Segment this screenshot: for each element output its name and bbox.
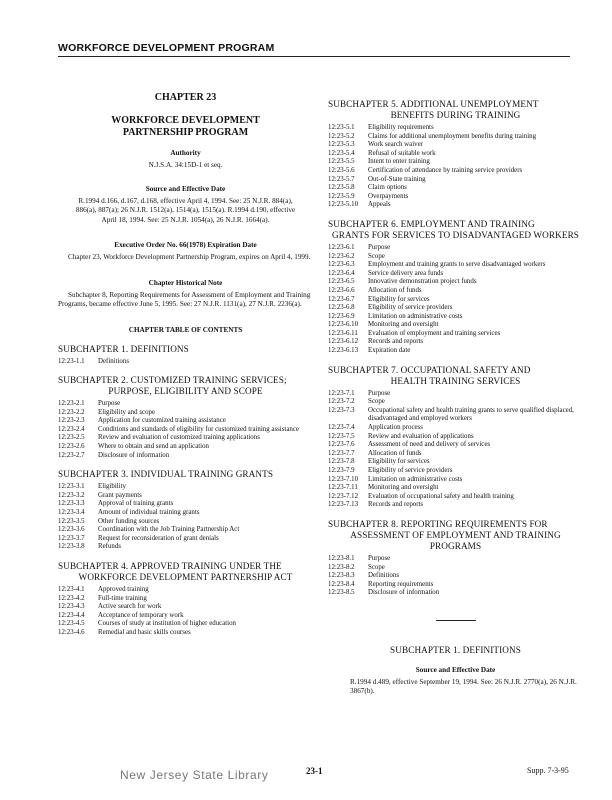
page-number: 23-1 (306, 766, 323, 776)
subchapter-heading (328, 519, 583, 552)
subchapter-heading-line: SUBCHAPTER 5. ADDITIONAL UNEMPLOYMENT (328, 99, 539, 109)
section-number: 12:23-2.6 (58, 443, 85, 451)
section-number: 12:23-6.2 (328, 252, 355, 260)
executive-order-heading: Executive Order No. 66(1978) Expiration Date (114, 241, 257, 249)
section-title: Overpayments (368, 192, 409, 200)
section-title: Eligibility requirements (368, 124, 434, 131)
source-text: R.1994 d.166, d.167, d.168, effective April 4, 1994. See: 25 N.J.R. 884(a), 886(a), 887(a); 26 N.J.R. 1512(a), 1514(a), 1515(a). R.1994 d.190, effective April 18, 1994. See: 25 N.J.R. 1054(a), 26 N.J.R. 1664(a). (75, 196, 296, 224)
section-entry (328, 493, 583, 502)
section-title: Certification of attendance by training service providers (368, 166, 523, 174)
section-entry (328, 476, 583, 485)
section-number: 12:23-6.5 (328, 278, 355, 286)
section-entry (328, 150, 583, 159)
section-number: 12:23-8.3 (328, 572, 355, 580)
right-toc-list (328, 99, 583, 598)
right-column (328, 90, 583, 697)
section-number: 12:23-3.8 (58, 543, 85, 551)
chapter-name-line1: WORKFORCE DEVELOPMENT (111, 115, 260, 126)
section-list (58, 400, 313, 460)
header-rule (58, 56, 570, 57)
section-number: 12:23-7.12 (328, 492, 359, 500)
section-title: Limitation on administrative costs (368, 312, 463, 320)
section-title: Eligibility and scope (98, 408, 156, 416)
section-title: Work search waiver (368, 141, 423, 149)
section-entry (328, 589, 583, 598)
section-entry (328, 176, 583, 185)
section-title: Scope (368, 252, 385, 260)
historical-note-heading: Chapter Historical Note (148, 278, 223, 287)
section-number: 12:23-5.6 (328, 166, 355, 174)
section-number: 12:23-6.12 (328, 338, 359, 346)
section-number: 12:23-4.4 (58, 611, 85, 619)
subchapter-heading-continuation: GRANTS FOR SERVICES TO DISADVANTAGED WORKERS (331, 229, 580, 240)
section-title: Full-time training (98, 594, 147, 602)
subchapter-heading (58, 469, 313, 480)
subchapter-heading-line: SUBCHAPTER 3. INDIVIDUAL TRAINING GRANTS (58, 469, 274, 480)
section-number: 12:23-5.9 (328, 192, 355, 200)
section-entry (328, 296, 583, 305)
section-title: Review and evaluation of customized training applications (98, 434, 260, 442)
section-title: Amount of individual training grants (98, 509, 200, 517)
section-title: Remedial and basic skills courses (98, 628, 191, 636)
section-title: Appeals (368, 201, 391, 209)
section-list (58, 586, 313, 638)
left-column (58, 92, 313, 638)
section-number: 12:23-3.5 (58, 517, 85, 525)
section-entry (328, 133, 583, 142)
section-number: 12:23-4.5 (58, 620, 85, 628)
section-number: 12:23-5.8 (328, 184, 355, 192)
section-number: 12:23-7.6 (328, 441, 355, 449)
section-number: 12:23-4.2 (58, 594, 85, 602)
section-number: 12:23-4.6 (58, 628, 85, 636)
section-entry (58, 543, 313, 552)
section-number: 12:23-7.8 (328, 458, 355, 466)
subchapter-heading-line: SUBCHAPTER 6. EMPLOYMENT AND TRAINING (328, 218, 535, 229)
section-divider (436, 620, 476, 621)
section-title: Service delivery area funds (368, 269, 444, 277)
subchapter-heading-line: SUBCHAPTER 2. CUSTOMIZED TRAINING SERVICES; (58, 375, 287, 386)
section-entry (328, 347, 583, 356)
section-title: Evaluation of employment and training services (368, 329, 501, 337)
subchapter-heading (328, 219, 583, 241)
chapter-name-line2: PARTNERSHIP PROGRAM (122, 127, 249, 138)
section-list (58, 358, 313, 367)
section-title: Purpose (98, 400, 121, 408)
section-title: Allocation of funds (368, 449, 422, 457)
section-number: 12:23-6.9 (328, 312, 355, 320)
section-entry (58, 595, 313, 604)
chapter-name (58, 115, 313, 139)
section-entry (328, 458, 583, 467)
library-stamp: New Jersey State Library (120, 768, 269, 782)
section-entry (328, 304, 583, 313)
section-number: 12:23-4.1 (58, 586, 85, 593)
subchapter-heading-line: SUBCHAPTER 7. OCCUPATIONAL SAFETY AND (328, 364, 531, 375)
section-title: Evaluation of occupational safety and health training (368, 492, 514, 500)
section-title: Eligibility (98, 483, 126, 491)
section-entry (58, 500, 313, 509)
section-number: 12:23-5.3 (328, 141, 355, 149)
section-entry (328, 424, 583, 433)
section-entry (58, 629, 313, 638)
subchapter-heading-line: SUBCHAPTER 4. APPROVED TRAINING UNDER THE (58, 561, 282, 571)
authority-heading: Authority (170, 149, 201, 157)
section-entry (328, 124, 583, 133)
section-title: Monitoring and oversight (368, 321, 439, 329)
section-number: 12:23-6.7 (328, 295, 355, 303)
section-entry (58, 417, 313, 426)
section-number: 12:23-4.3 (58, 603, 85, 611)
section-number: 12:23-8.5 (328, 589, 355, 597)
section-list (328, 390, 583, 510)
section-entry (328, 330, 583, 339)
section-entry (328, 450, 583, 459)
section-entry (328, 287, 583, 296)
section-number: 12:23-3.1 (58, 483, 85, 491)
section-number: 12:23-8.4 (328, 580, 355, 588)
section-entry (328, 390, 583, 399)
section-title: Allocation of funds (368, 286, 422, 294)
section-entry (328, 253, 583, 262)
supplement-date: Supp. 7-3-95 (527, 766, 569, 775)
section-number: 12:23-6.3 (328, 261, 355, 269)
section-number: 12:23-6.10 (328, 321, 359, 329)
section-entry (328, 572, 583, 581)
section-title: Occupational safety and health training grants to serve qualified displaced, disadvantaged and employed workers (368, 406, 574, 423)
section-entry (328, 581, 583, 590)
section-title: Eligibility of service providers (368, 467, 453, 474)
section-entry (328, 555, 583, 564)
section-list (328, 124, 583, 210)
section-title: Refusal of suitable work (368, 149, 436, 157)
section-title: Assessment of need and delivery of services (368, 441, 491, 449)
section-entry (328, 433, 583, 442)
section-title: Coordination with the Job Training Partnership Act (98, 526, 240, 534)
section-title: Expiration date (368, 347, 411, 355)
subchapter-heading-line: SUBCHAPTER 1. DEFINITIONS (58, 343, 189, 354)
section-entry (58, 483, 313, 492)
section-number: 12:23-5.10 (328, 201, 359, 209)
body-subchapter-heading: SUBCHAPTER 1. DEFINITIONS (390, 644, 521, 655)
section-entry (328, 244, 583, 253)
subchapter-heading-continuation: PURPOSE, ELIGIBILITY AND SCOPE (108, 386, 263, 397)
section-number: 12:23-6.11 (328, 329, 358, 337)
section-title: Refunds (98, 543, 121, 551)
section-title: Scope (368, 563, 385, 571)
section-title: Eligibility for services (368, 295, 430, 303)
section-entry (58, 409, 313, 418)
section-number: 12:23-5.1 (328, 124, 355, 131)
section-list (328, 244, 583, 356)
section-number: 12:23-3.7 (58, 534, 85, 542)
section-entry (58, 426, 313, 435)
section-title: Conditions and standards of eligibility for customized training assistance (98, 425, 299, 433)
section-entry (328, 193, 583, 202)
section-entry (58, 443, 313, 452)
section-entry (328, 261, 583, 270)
section-number: 12:23-6.13 (328, 347, 359, 355)
subchapter-heading-line: SUBCHAPTER 8. REPORTING REQUIREMENTS FOR (328, 518, 548, 529)
body-source-heading: Source and Effective Date (415, 665, 496, 674)
section-entry (328, 278, 583, 287)
section-entry (328, 467, 583, 476)
section-title: Definitions (368, 572, 400, 580)
subchapter-heading-continuation: WORKFORCE DEVELOPMENT PARTNERSHIP ACT (78, 572, 293, 582)
source-heading: Source and Effective Date (145, 184, 226, 193)
running-head: WORKFORCE DEVELOPMENT PROGRAM (58, 42, 275, 54)
section-number: 12:23-2.5 (58, 434, 85, 442)
subchapter-heading-continuation: HEALTH TRAINING SERVICES (390, 375, 521, 386)
section-title: Purpose (368, 389, 391, 397)
section-number: 12:23-2.1 (58, 400, 85, 408)
section-title: Reporting requirements (368, 580, 434, 588)
section-number: 12:23-2.3 (58, 417, 85, 425)
section-entry (58, 452, 313, 461)
section-entry (328, 441, 583, 450)
section-number: 12:23-7.10 (328, 475, 359, 483)
section-entry (58, 358, 313, 367)
section-title: Review and evaluation of applications (368, 432, 474, 440)
section-entry (328, 338, 583, 347)
section-title: Innovative demonstration project funds (368, 278, 477, 286)
section-title: Purpose (368, 554, 391, 562)
subchapter-heading (58, 375, 313, 397)
section-number: 12:23-7.9 (328, 467, 355, 474)
section-number: 12:23-6.1 (328, 243, 355, 251)
section-title: Monitoring and oversight (368, 484, 439, 492)
subchapter-heading-continuation: BENEFITS DURING TRAINING (390, 110, 521, 120)
section-entry (58, 603, 313, 612)
section-number: 12:23-2.4 (58, 425, 85, 433)
section-number: 12:23-7.4 (328, 424, 355, 432)
historical-note-text: Subchapter 8, Reporting Requirements for Assessment of Employment and Training Programs, became effective June 5, 1995. See: 27 N.J.R. 1131(a), 27 N.J.R. 2236(a). (58, 290, 311, 308)
subchapter-heading (328, 99, 583, 121)
section-number: 12:23-1.1 (58, 357, 85, 365)
section-entry (328, 484, 583, 493)
section-title: Approval of training grants (98, 500, 174, 508)
section-entry (58, 492, 313, 501)
section-title: Grant payments (98, 491, 142, 499)
section-title: Application process (368, 424, 423, 432)
section-entry (328, 141, 583, 150)
section-number: 12:23-7.5 (328, 432, 355, 440)
section-number: 12:23-7.7 (328, 449, 355, 457)
section-entry (328, 501, 583, 510)
section-number: 12:23-5.7 (328, 175, 355, 183)
section-title: Purpose (368, 243, 391, 251)
section-number: 12:23-7.11 (328, 484, 358, 492)
section-number: 12:23-7.2 (328, 398, 355, 406)
section-number: 12:23-6.6 (328, 286, 355, 294)
section-number: 12:23-6.4 (328, 269, 355, 277)
section-entry (328, 270, 583, 279)
body-source-text: R.1994 d.489, effective September 19, 1994. See: 26 N.J.R. 2770(a), 26 N.J.R. 3867(b). (350, 677, 577, 696)
section-entry (58, 612, 313, 621)
section-title: Other funding sources (98, 517, 160, 525)
section-entry (58, 586, 313, 595)
section-number: 12:23-7.1 (328, 389, 355, 397)
section-entry (58, 535, 313, 544)
section-title: Limitation on administrative costs (368, 475, 463, 483)
section-entry (58, 526, 313, 535)
section-title: Scope (368, 398, 385, 406)
subchapter-heading (58, 561, 313, 583)
section-entry (58, 400, 313, 409)
section-entry (328, 321, 583, 330)
section-title: Courses of study at institution of higher education (98, 620, 236, 628)
section-title: Claim options (368, 184, 407, 192)
section-entry (58, 434, 313, 443)
section-entry (328, 158, 583, 167)
authority-text: N.J.S.A. 34:15D-1 et seq. (148, 161, 223, 169)
section-title: Disclosure of information (368, 589, 440, 597)
section-entry (58, 518, 313, 527)
section-number: 12:23-5.2 (328, 132, 355, 140)
section-entry (328, 201, 583, 210)
section-number: 12:23-3.2 (58, 491, 85, 499)
section-number: 12:23-3.3 (58, 500, 85, 508)
section-number: 12:23-2.7 (58, 451, 85, 459)
section-entry (58, 620, 313, 629)
section-title: Employment and training grants to serve disadvantaged workers (368, 261, 546, 269)
section-entry (58, 509, 313, 518)
section-title: Eligibility of service providers (368, 304, 453, 312)
section-entry (328, 398, 583, 407)
section-entry (328, 167, 583, 176)
section-title: Request for reconsideration of grant denials (98, 534, 219, 542)
section-title: Definitions (98, 357, 130, 365)
toc-heading: CHAPTER TABLE OF CONTENTS (128, 325, 243, 334)
section-number: 12:23-6.8 (328, 304, 355, 312)
section-number: 12:23-8.1 (328, 554, 355, 562)
section-entry (328, 313, 583, 322)
executive-order-text: Chapter 23, Workforce Development Partnership Program, expires on April 4, 1999. (68, 253, 311, 261)
section-entry (328, 407, 583, 424)
subchapter-heading-continuation: ASSESSMENT OF EMPLOYMENT AND TRAINING PROGRAMS (350, 529, 561, 551)
section-list (328, 555, 583, 598)
section-number: 12:23-7.3 (328, 406, 355, 414)
section-title: Records and reports (368, 338, 424, 346)
section-list (58, 483, 313, 552)
section-entry (328, 184, 583, 193)
section-title: Records and reports (368, 501, 424, 509)
left-toc-list (58, 344, 313, 638)
section-title: Eligibility for services (368, 458, 430, 466)
section-title: Intent to enter training (368, 158, 430, 166)
subchapter-heading (328, 365, 583, 387)
section-number: 12:23-2.2 (58, 408, 85, 416)
subchapter-heading (58, 344, 313, 355)
section-entry (328, 564, 583, 573)
section-title: Where to obtain and send an application (98, 443, 209, 451)
section-title: Out-of-State training (368, 175, 426, 183)
section-title: Active search for work (98, 603, 162, 611)
section-number: 12:23-7.13 (328, 501, 359, 509)
section-title: Approved training (98, 586, 149, 593)
section-number: 12:23-3.4 (58, 509, 85, 517)
section-title: Application for customized training assistance (98, 417, 226, 425)
section-number: 12:23-5.5 (328, 158, 355, 166)
section-title: Claims for additional unemployment benefits during training (368, 132, 537, 140)
section-number: 12:23-5.4 (328, 149, 355, 157)
section-number: 12:23-8.2 (328, 563, 355, 571)
section-title: Disclosure of information (98, 451, 170, 459)
section-number: 12:23-3.6 (58, 526, 85, 534)
section-title: Acceptance of temporary work (98, 611, 184, 619)
chapter-number: CHAPTER 23 (154, 92, 217, 103)
